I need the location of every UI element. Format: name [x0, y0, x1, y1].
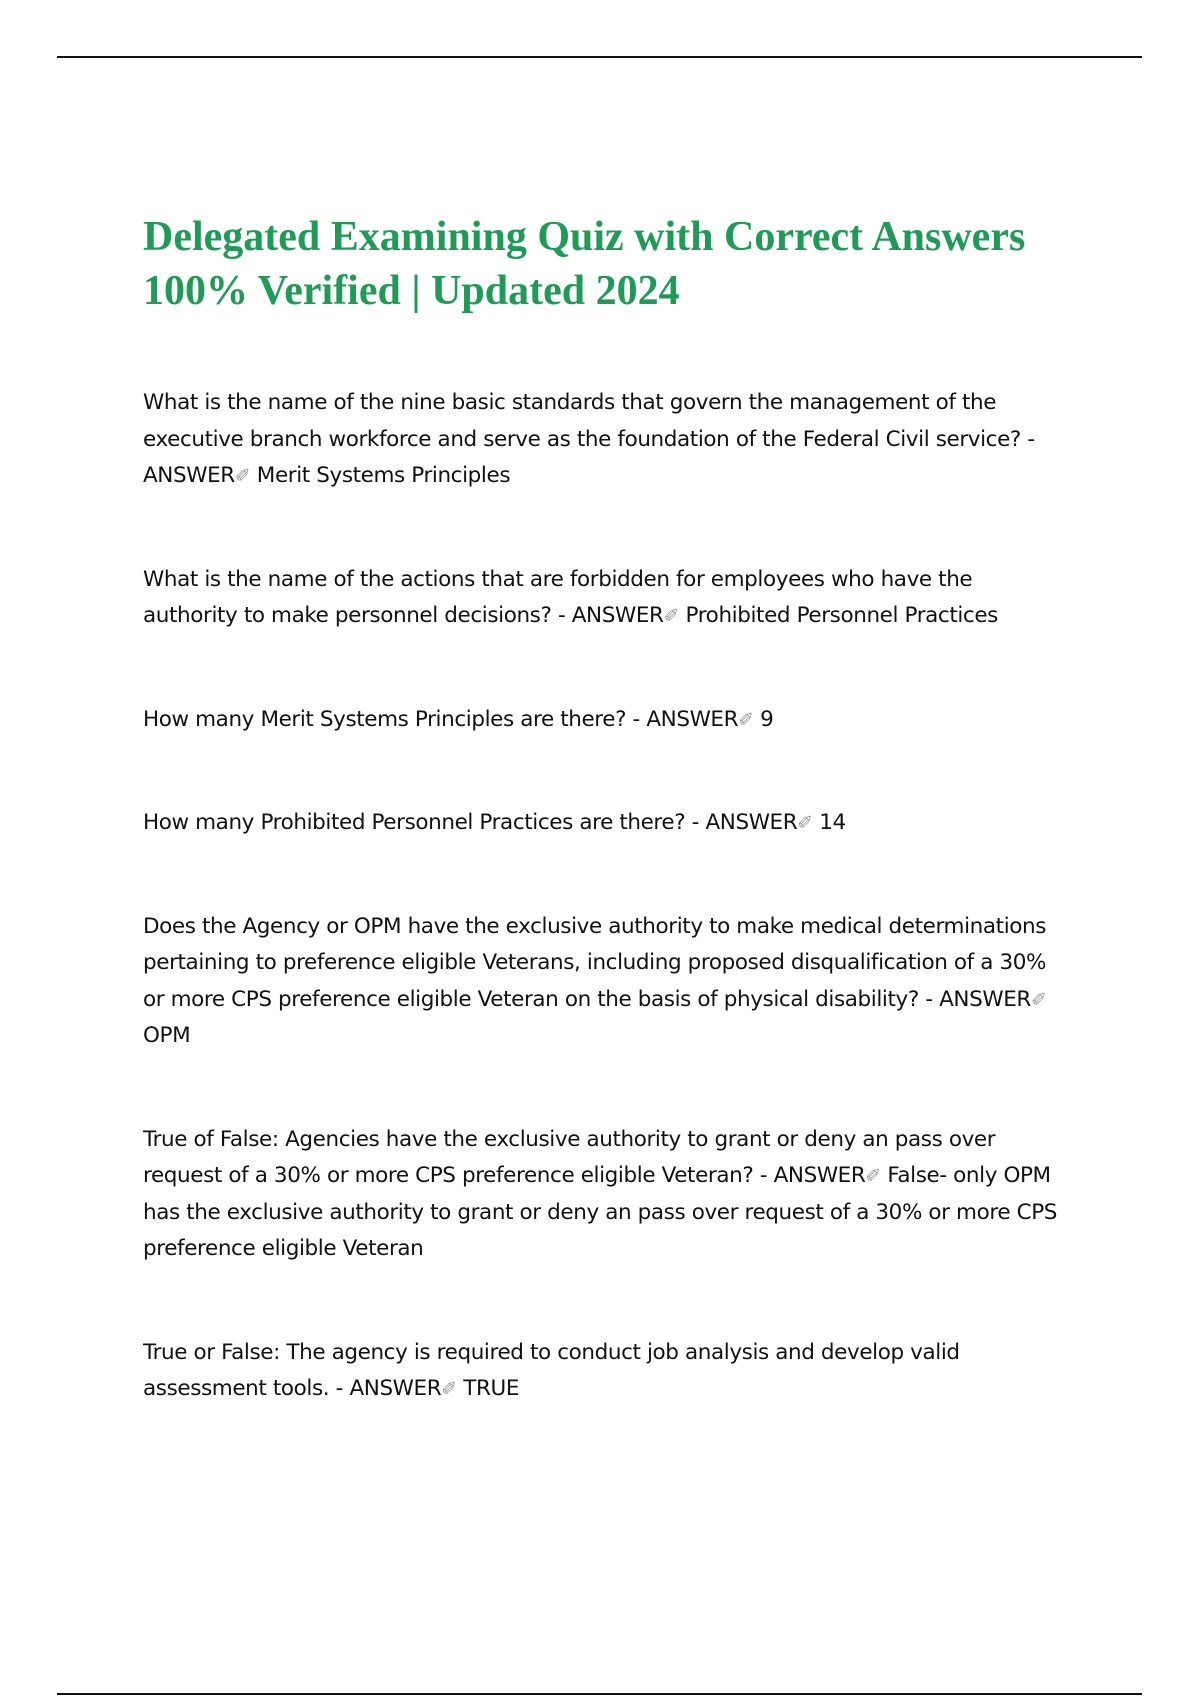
qa-item [143, 1122, 1073, 1268]
answer-text: OPM [143, 1023, 191, 1048]
answer-label: - ANSWER [632, 706, 739, 732]
qa-item [143, 805, 1073, 842]
answer-label: - ANSWER [335, 1376, 442, 1401]
check-icon: ✐ [234, 465, 251, 487]
check-icon: ✐ [441, 1378, 457, 1400]
question-text: How many Prohibited Personnel Practices are there? [143, 810, 686, 835]
answer-label: - ANSWER [925, 986, 1031, 1012]
question-text: What is the name of the actions that are forbidden for employees who have the authority to make personnel decisions? [143, 566, 973, 628]
title-line-2: 100% Verified | Updated 2024 [143, 268, 680, 314]
qa-item [143, 909, 1073, 1055]
bottom-rule [57, 1693, 1142, 1695]
question-text: True or False: The agency is required to conduct job analysis and develop valid assessment tools. [143, 1339, 960, 1401]
page-title [143, 210, 1073, 318]
qa-item [143, 562, 1073, 635]
answer-text: Merit Systems Principles [256, 463, 511, 488]
qa-item [143, 702, 1073, 739]
question-text: What is the name of the nine basic standards that govern the management of the executive branch workforce and serve as the foundation of the Federal Civil service? [143, 390, 1021, 452]
check-icon: ✐ [1030, 988, 1047, 1011]
qa-item [143, 1335, 1073, 1408]
answer-label: - ANSWER [759, 1163, 866, 1188]
answer-text: TRUE [463, 1376, 520, 1401]
check-icon: ✐ [738, 708, 754, 731]
check-icon: ✐ [797, 812, 813, 834]
question-text: Does the Agency or OPM have the exclusive authority to make medical determinations pertaining to preference eligible Veterans, including proposed disqualification of a 30% or more CPS preference eligible Veteran on the basis of physical disability? [143, 913, 1047, 1012]
qa-list [143, 385, 1073, 1408]
top-rule [57, 56, 1142, 58]
answer-text: 14 [819, 810, 846, 835]
answer-text: 9 [760, 706, 774, 732]
answer-label: - ANSWER [691, 810, 798, 835]
answer-label: - ANSWER [557, 603, 664, 628]
question-text: True of False: Agencies have the exclusive authority to grant or deny an pass over request of a 30% or more CPS preference eligible Veteran? [143, 1126, 996, 1188]
document-body [143, 210, 1073, 1408]
title-line-1: Delegated Examining Quiz with Correct Answers [143, 214, 1026, 260]
check-icon: ✐ [865, 1165, 881, 1187]
question-text: How many Merit Systems Principles are there? [143, 706, 627, 732]
answer-label: - ANSWER [143, 426, 1035, 488]
check-icon: ✐ [663, 605, 680, 627]
qa-item [143, 385, 1073, 495]
answer-text: False- only OPM has the exclusive authority to grant or deny an pass over request of a 30% or more CPS preference eligible Veteran [143, 1163, 1058, 1261]
answer-text: Prohibited Personnel Practices [685, 603, 998, 628]
